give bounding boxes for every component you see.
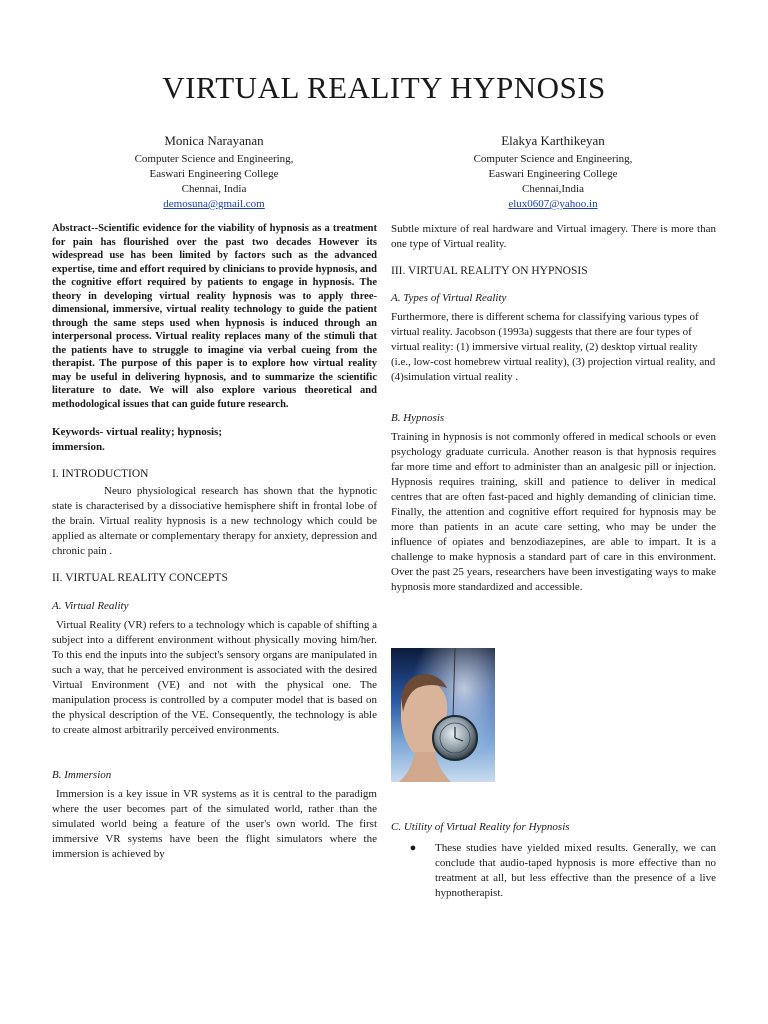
subsection-heading-utility: C. Utility of Virtual Reality for Hypnosis (391, 821, 570, 833)
author-city: Chennai, India (181, 183, 247, 195)
subsection-heading-types-of-vr: A. Types of Virtual Reality (391, 292, 507, 304)
subsection-heading-virtual-reality: A. Virtual Reality (52, 600, 129, 612)
subsection-heading-immersion: B. Immersion (52, 769, 112, 781)
keywords-line-1: Keywords- virtual reality; hypnosis; (52, 426, 222, 438)
author-city: Chennai,India (521, 183, 584, 195)
author-dept: Computer Science and Engineering, (473, 153, 633, 165)
bullet-icon: ● (409, 842, 417, 854)
author-name: Elakya Karthikeyan (501, 133, 605, 148)
right-column (391, 222, 716, 595)
author-block-1 (64, 132, 364, 212)
author-email-link[interactable]: demosuna@gmail.com (163, 198, 265, 210)
types-of-vr-body: Furthermore, there is different schema for classifying various types of virtual reality. Jacobson (1993a) suggests that there are four types of virtual reality: (1) immersive virtual reality, (2) desktop virtual reality (i.e., low-cost homebrew virtual reality), (3) projection virtual reality, and (4)simulation virtual reality . (391, 311, 716, 383)
section-heading-introduction: I. INTRODUCTION (52, 468, 149, 480)
author-college: Easwari Engineering College (149, 168, 279, 180)
section-heading-vr-on-hypnosis: III. VIRTUAL REALITY ON HYPNOSIS (391, 265, 588, 277)
column-continuation-text: Subtle mixture of real hardware and Virtual imagery. There is more than one type of Virtual reality. (391, 223, 716, 250)
immersion-body: Immersion is a key issue in VR systems as it is central to the paradigm where the user becomes part of the simulated world, rather than the simulated world being a feature of the user's own world. The first immersive VR systems have been the flight simulators where the immersion is achieved by (52, 788, 377, 860)
subsection-heading-hypnosis: B. Hypnosis (391, 412, 445, 424)
paper-title: VIRTUAL REALITY HYPNOSIS (162, 70, 606, 105)
utility-bullet-text: These studies have yielded mixed results. Generally, we can conclude that audio-taped hypnosis is more effective than no treatment at all, but less effective than the presence of a live hypnotherapist. (435, 842, 716, 899)
author-email-link[interactable]: elux0607@yahoo.in (508, 198, 598, 210)
author-block-2 (403, 132, 703, 212)
author-college: Easwari Engineering College (488, 168, 618, 180)
hypnosis-figure (391, 648, 495, 782)
author-dept: Computer Science and Engineering, (134, 153, 294, 165)
list-item (391, 841, 716, 901)
keywords-line-2: immersion. (52, 441, 105, 453)
hypnosis-body: Training in hypnosis is not commonly offered in medical schools or even psychology graduate curricula. Another reason is that hypnosis requires far more time and effort to administer than an analgesic pill or injection. Hypnosis requires training, skill and patience to deliver in medical centres that are often fast-paced and highly demanding of clinician time. Finally, the attention and cognitive effort required for hypnosis may be more than patients in an acute care setting, who may be under the influence of opiates and benzodiazepines, are able to impart. It is a challenge to make hypnosis a standard part of care in this environment. Over the past 25 years, researchers have been investigating ways to make hypnosis more standardized and accessible. (391, 431, 716, 593)
section-heading-vr-concepts: II. VIRTUAL REALITY CONCEPTS (52, 572, 228, 584)
author-name: Monica Narayanan (164, 133, 264, 148)
right-column-lower (391, 820, 716, 901)
left-column (52, 222, 377, 862)
hypnosis-illustration (391, 648, 495, 782)
abstract: Abstract--Scientific evidence for the viability of hypnosis as a treatment for pain has flourished over the past two decades However its widespread use has been limited by factors such as the advanced expertise, time and effort required by clinicians to provide hypnosis, and the cognitive effort required by patients to engage in hypnosis. The theory in developing virtual reality hypnosis was to apply three-dimensional, immersive, virtual reality technology to guide the patient through the same steps used when hypnosis is induced through an interpersonal process. Virtual reality replaces many of the stimuli that the patients have to struggle to imagine via verbal cueing from the therapist. The purpose of this paper is to explore how virtual reality may be useful in delivering hypnosis, and to summarize the scientific literature to date. We will also explore various theoretical and methodological issues that can guide future research. (52, 223, 377, 410)
introduction-body: Neuro physiological research has shown that the hypnotic state is characterised by a dissociative hemisphere shift in frontal lobe of the brain. Virtual reality hypnosis is a new technology which could be applied as alternate or complementary therapy for anxiety, depression and chronic pain . (52, 485, 377, 557)
virtual-reality-body: Virtual Reality (VR) refers to a technology which is capable of shifting a subject into a different environment without physically moving him/her. To this end the inputs into the subject's sensory organs are manipulated in such a way, that he perceived environment is associated with the desired Virtual Environment (VE) and not with the physical one. The manipulation process is controlled by a computer model that is based on the physical description of the VE. Consequently, the technology is able to create almost arbitrarily perceived environments. (52, 619, 377, 736)
